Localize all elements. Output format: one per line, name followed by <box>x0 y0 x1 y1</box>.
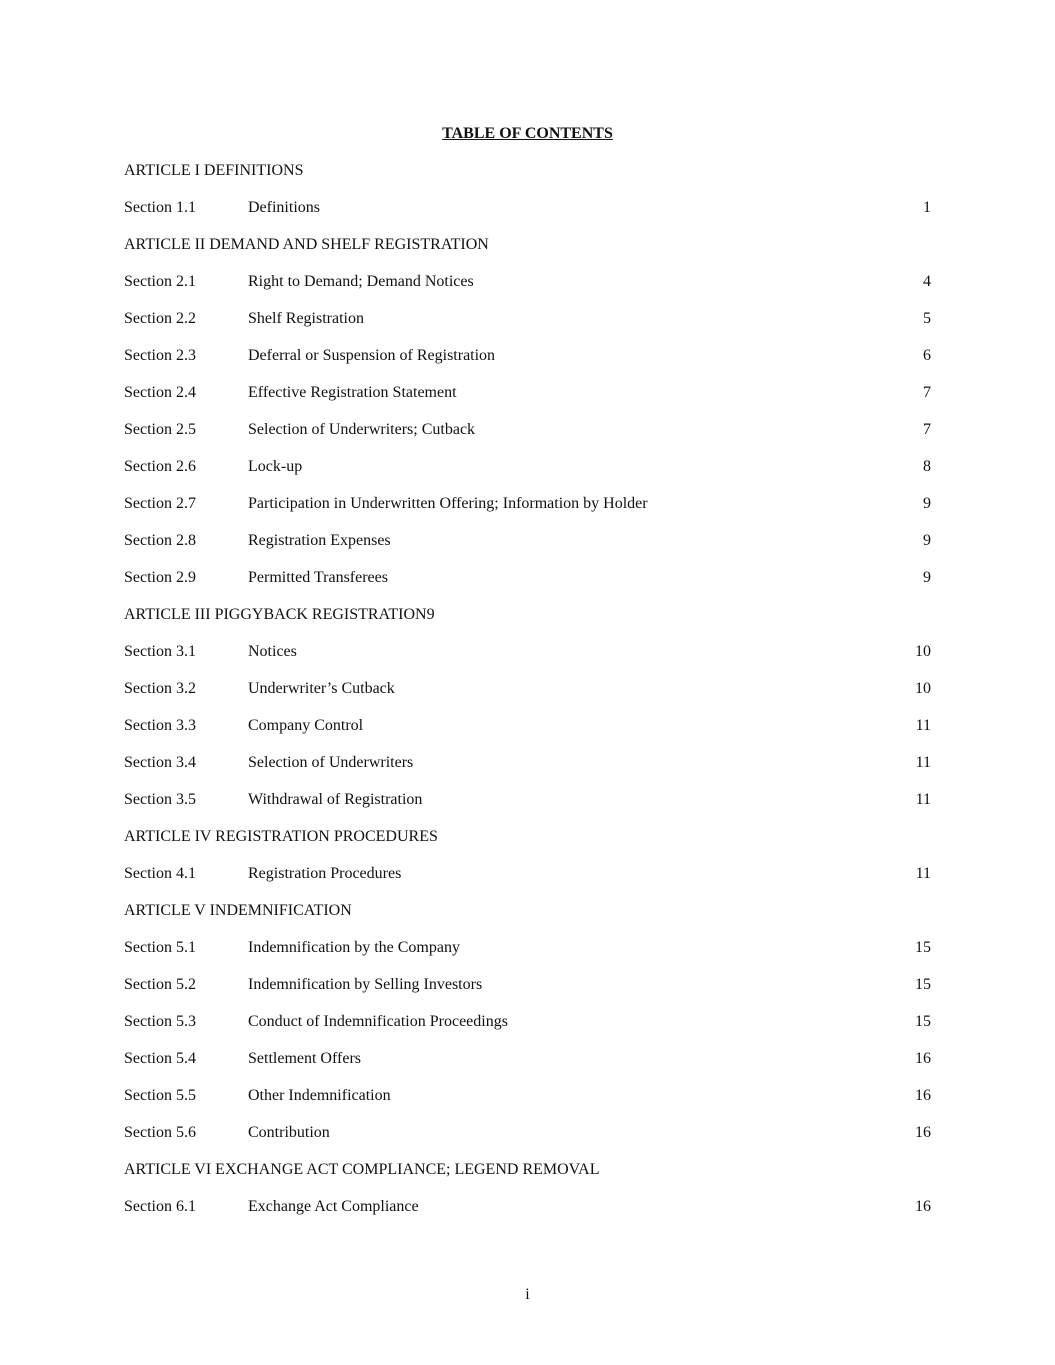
toc-section-entry <box>124 420 931 457</box>
page-title: TABLE OF CONTENTS <box>442 125 613 142</box>
section-title: Underwriter’s Cutback <box>248 680 395 697</box>
section-title: Settlement Offers <box>248 1050 362 1067</box>
section-page-number: 11 <box>915 865 931 882</box>
article-title: ARTICLE IV REGISTRATION PROCEDURES <box>124 828 438 845</box>
section-number: Section 5.3 <box>124 1013 196 1030</box>
section-number: Section 5.6 <box>124 1124 196 1141</box>
toc-section-entry <box>124 383 931 420</box>
toc-section-entry <box>124 1012 931 1049</box>
section-page-number: 11 <box>915 791 931 808</box>
article-title: ARTICLE III PIGGYBACK REGISTRATION9 <box>124 606 435 623</box>
section-page-number: 10 <box>915 680 931 697</box>
section-number: Section 2.1 <box>124 273 196 290</box>
section-number: Section 3.4 <box>124 754 196 771</box>
section-title: Registration Expenses <box>248 532 391 549</box>
section-page-number: 16 <box>915 1050 931 1067</box>
section-number: Section 2.7 <box>124 495 196 512</box>
section-title: Right to Demand; Demand Notices <box>248 273 474 290</box>
toc-section-entry <box>124 716 931 753</box>
section-page-number: 1 <box>923 199 931 216</box>
section-title: Selection of Underwriters <box>248 754 414 771</box>
section-number: Section 3.3 <box>124 717 196 734</box>
section-page-number: 16 <box>915 1198 931 1215</box>
section-page-number: 11 <box>915 717 931 734</box>
toc-article-heading <box>124 1160 931 1197</box>
article-title: ARTICLE V INDEMNIFICATION <box>124 902 352 919</box>
section-number: Section 2.4 <box>124 384 196 401</box>
article-title: ARTICLE I DEFINITIONS <box>124 162 304 179</box>
toc-section-entry <box>124 679 931 716</box>
section-title: Effective Registration Statement <box>248 384 457 401</box>
toc-section-entry <box>124 790 931 827</box>
toc-article-heading <box>124 901 931 938</box>
section-number: Section 3.2 <box>124 680 196 697</box>
toc-section-entry <box>124 198 931 235</box>
section-page-number: 15 <box>915 976 931 993</box>
section-number: Section 5.2 <box>124 976 196 993</box>
toc-section-entry <box>124 346 931 383</box>
section-title: Permitted Transferees <box>248 569 388 586</box>
section-title: Selection of Underwriters; Cutback <box>248 421 476 438</box>
section-title: Participation in Underwritten Offering; Information by Holder <box>248 495 648 512</box>
section-title: Contribution <box>248 1124 330 1141</box>
section-number: Section 6.1 <box>124 1198 196 1215</box>
toc-article-heading <box>124 161 931 198</box>
toc-section-entry <box>124 642 931 679</box>
section-title: Indemnification by the Company <box>248 939 460 956</box>
section-title: Registration Procedures <box>248 865 402 882</box>
section-page-number: 6 <box>923 347 931 364</box>
toc-section-entry <box>124 494 931 531</box>
section-number: Section 2.9 <box>124 569 196 586</box>
section-number: Section 2.2 <box>124 310 196 327</box>
toc-section-entry <box>124 1086 931 1123</box>
section-title: Withdrawal of Registration <box>248 791 423 808</box>
section-page-number: 16 <box>915 1087 931 1104</box>
section-page-number: 15 <box>915 939 931 956</box>
section-title: Exchange Act Compliance <box>248 1198 419 1215</box>
section-number: Section 5.5 <box>124 1087 196 1104</box>
section-page-number: 9 <box>923 532 931 549</box>
toc-section-entry <box>124 568 931 605</box>
toc-article-heading <box>124 827 931 864</box>
section-title: Indemnification by Selling Investors <box>248 976 483 993</box>
section-title: Definitions <box>248 199 320 216</box>
section-title: Company Control <box>248 717 364 734</box>
section-title: Notices <box>248 643 297 660</box>
table-of-contents <box>124 161 931 1234</box>
section-page-number: 11 <box>915 754 931 771</box>
section-page-number: 15 <box>915 1013 931 1030</box>
section-number: Section 2.6 <box>124 458 196 475</box>
section-number: Section 4.1 <box>124 865 196 882</box>
section-number: Section 5.4 <box>124 1050 196 1067</box>
section-number: Section 3.1 <box>124 643 196 660</box>
article-title: ARTICLE II DEMAND AND SHELF REGISTRATION <box>124 236 489 253</box>
toc-section-entry <box>124 309 931 346</box>
toc-section-entry <box>124 938 931 975</box>
toc-section-entry <box>124 1123 931 1160</box>
toc-section-entry <box>124 457 931 494</box>
toc-section-entry <box>124 531 931 568</box>
section-number: Section 5.1 <box>124 939 196 956</box>
section-page-number: 9 <box>923 569 931 586</box>
section-page-number: 7 <box>923 384 931 401</box>
section-page-number: 16 <box>915 1124 931 1141</box>
section-title: Deferral or Suspension of Registration <box>248 347 496 364</box>
section-number: Section 2.3 <box>124 347 196 364</box>
section-title: Shelf Registration <box>248 310 364 327</box>
toc-article-heading <box>124 235 931 272</box>
section-page-number: 4 <box>923 273 931 290</box>
toc-section-entry <box>124 1197 931 1234</box>
section-page-number: 9 <box>923 495 931 512</box>
section-page-number: 8 <box>923 458 931 475</box>
article-title: ARTICLE VI EXCHANGE ACT COMPLIANCE; LEGEND REMOVAL <box>124 1161 600 1178</box>
section-title: Other Indemnification <box>248 1087 391 1104</box>
toc-section-entry <box>124 975 931 1012</box>
section-page-number: 7 <box>923 421 931 438</box>
section-page-number: 5 <box>923 310 931 327</box>
page-number: i <box>525 1286 530 1303</box>
section-number: Section 3.5 <box>124 791 196 808</box>
section-title: Lock-up <box>248 458 303 475</box>
section-number: Section 2.8 <box>124 532 196 549</box>
section-title: Conduct of Indemnification Proceedings <box>248 1013 508 1030</box>
toc-section-entry <box>124 753 931 790</box>
section-number: Section 2.5 <box>124 421 196 438</box>
toc-section-entry <box>124 1049 931 1086</box>
section-page-number: 10 <box>915 643 931 660</box>
toc-section-entry <box>124 864 931 901</box>
toc-article-heading <box>124 605 931 642</box>
toc-section-entry <box>124 272 931 309</box>
section-number: Section 1.1 <box>124 199 196 216</box>
